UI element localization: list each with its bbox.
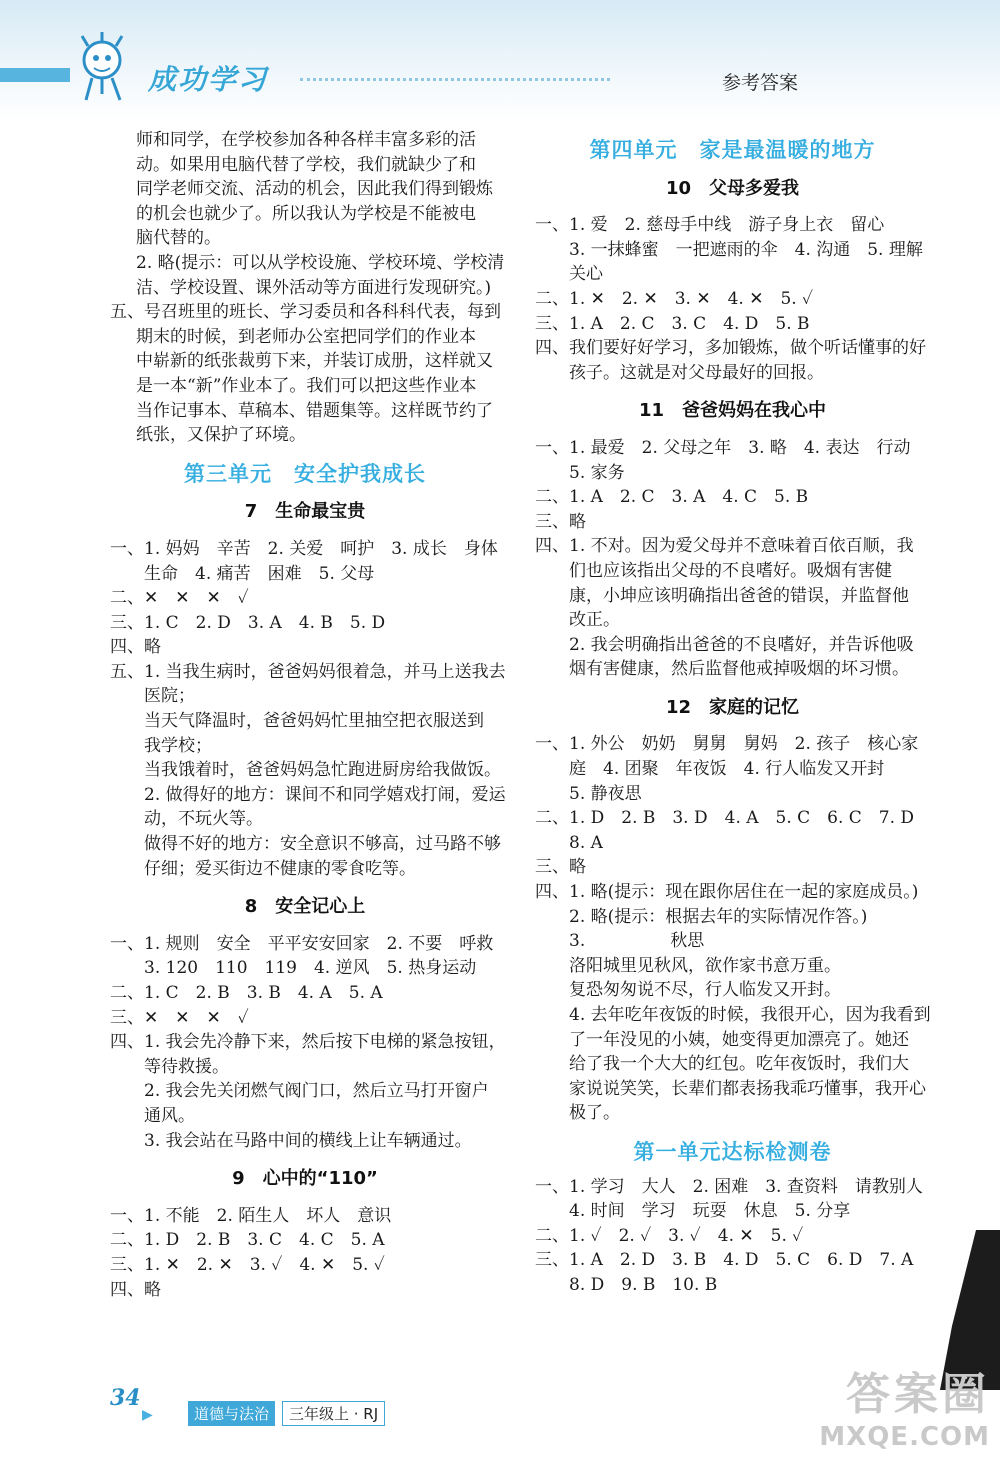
text-line: 是一本“新”作业本了。我们可以把这些作业本 bbox=[136, 375, 477, 396]
text-line: 五、1. 当我生病时，爸爸妈妈很着急，并马上送我去 bbox=[110, 661, 506, 682]
text-line: 二、✕ ✕ ✕ ✓ bbox=[110, 588, 249, 609]
page-header bbox=[0, 0, 1000, 120]
text-line: 3. 我会站在马路中间的横线上让车辆通过。 bbox=[110, 1130, 472, 1151]
lesson-11-answers bbox=[535, 436, 930, 682]
text-line: 8. D 9. B 10. B bbox=[535, 1274, 718, 1295]
text-line: 2. 略(提示：可以从学校设施、学校环境、学校清 bbox=[136, 252, 505, 273]
text-line: 4. 时间 学习 玩耍 休息 5. 分享 bbox=[535, 1201, 851, 1222]
right-column bbox=[535, 128, 930, 1298]
text-line: 改正。 bbox=[535, 610, 620, 631]
text-line: 生命 4. 痛苦 困难 5. 父母 bbox=[110, 563, 375, 584]
text-line: 康，小坤应该明确指出爸爸的错误，并监督他 bbox=[535, 585, 909, 606]
text-line: 2. 我会先关闭燃气阀门口，然后立马打开窗户 bbox=[110, 1081, 489, 1102]
text-line: 三、1. A 2. C 3. C 4. D 5. B bbox=[535, 313, 810, 334]
text-line: 动。如果用电脑代替了学校，我们就缺少了和 bbox=[136, 154, 476, 175]
text-line: 做得不好的地方：安全意识不够高，过马路不够 bbox=[110, 834, 501, 855]
mascot-icon bbox=[62, 28, 142, 108]
text-line: 家说说笑笑，长辈们都表扬我乖巧懂事，我开心 bbox=[535, 1078, 926, 1099]
text-line: 极了。 bbox=[535, 1103, 620, 1124]
text-line: 五、号召班里的班长、学习委员和各科科代表，每到 bbox=[110, 302, 501, 323]
text-line: 二、1. ✓ 2. ✓ 3. ✓ 4. ✕ 5. ✓ bbox=[535, 1225, 804, 1246]
text-line: 三、略 bbox=[535, 857, 586, 878]
text-line: 的机会也就少了。所以我认为学校是不能被电 bbox=[136, 203, 476, 224]
text-line: 一、1. 外公 奶奶 舅舅 舅妈 2. 孩子 核心家 bbox=[535, 734, 919, 755]
text-line: 一、1. 规则 安全 平平安安回家 2. 不要 呼救 bbox=[110, 933, 494, 954]
text-line: 一、1. 最爱 2. 父母之年 3. 略 4. 表达 行动 bbox=[535, 437, 911, 458]
text-line: 二、1. ✕ 2. ✕ 3. ✕ 4. ✕ 5. ✓ bbox=[535, 288, 814, 309]
text-line: 四、1. 不对。因为爱父母并不意味着百依百顺，我 bbox=[535, 536, 914, 557]
text-line: 三、1. C 2. D 3. A 4. B 5. D bbox=[110, 612, 386, 633]
text-line: 当我饿着时，爸爸妈妈急忙跑进厨房给我做饭。 bbox=[110, 760, 501, 781]
text-line: 四、我们要好好学习，多加锻炼，做个听话懂事的好 bbox=[535, 338, 926, 359]
text-line: 纸张，又保护了环境。 bbox=[136, 425, 306, 446]
unit-four-heading: 第四单元 家是最温暖的地方 bbox=[589, 138, 876, 162]
text-line: 师和同学，在学校参加各种各样丰富多彩的活 bbox=[136, 130, 476, 150]
header-stripe bbox=[0, 68, 70, 82]
text-line: 三、略 bbox=[535, 511, 586, 532]
text-line: 2. 略(提示：根据去年的实际情况作答。) bbox=[535, 906, 868, 927]
text-line: 中崭新的纸张裁剪下来，并装订成册，这样就又 bbox=[136, 351, 493, 372]
text-line: 二、1. C 2. B 3. B 4. A 5. A bbox=[110, 983, 383, 1003]
grade-badge: 三年级上 · RJ bbox=[282, 1401, 385, 1426]
text-line: 同学老师交流、活动的机会，因此我们得到锻炼 bbox=[136, 179, 493, 200]
text-line: 一、1. 爱 2. 慈母手中线 游子身上衣 留心 bbox=[535, 215, 885, 236]
lesson-11-title: 11 爸爸妈妈在我心中 bbox=[638, 400, 827, 422]
text-line: 烟有害健康，然后监督他戒掉吸烟的坏习惯。 bbox=[535, 659, 909, 680]
text-line: 当天气降温时，爸爸妈妈忙里抽空把衣服送到 bbox=[110, 711, 484, 732]
watermark-url: MXQE.COM bbox=[819, 1422, 990, 1452]
text-line: 2. 我会明确指出爸爸的不良嗜好，并告诉他吸 bbox=[535, 634, 914, 655]
text-line: 动，不玩火等。 bbox=[110, 809, 263, 830]
unit-one-test-answers bbox=[535, 1175, 930, 1298]
text-line: 复恐匆匆说不尽，行人临发又开封。 bbox=[535, 980, 841, 1001]
question-five bbox=[110, 300, 500, 448]
text-line: 四、略 bbox=[110, 1279, 161, 1300]
text-line: 关心 bbox=[535, 264, 603, 285]
text-line: 四、略 bbox=[110, 637, 161, 658]
lesson-8-title: 8 安全记心上 bbox=[244, 896, 366, 918]
text-line: 通风。 bbox=[110, 1105, 195, 1126]
lesson-12-answers bbox=[535, 732, 930, 1126]
header-divider bbox=[300, 78, 610, 81]
text-line: 2. 做得好的地方：课间不和同学嬉戏打闹，爱运 bbox=[110, 784, 506, 805]
arrow-icon: ▶ bbox=[142, 1407, 153, 1423]
lesson-10-title: 10 父母多爱我 bbox=[665, 177, 800, 199]
text-line: 我学校； bbox=[110, 735, 212, 756]
lesson-9-title: 9 心中的“110” bbox=[232, 1168, 378, 1190]
text-line: 三、1. A 2. D 3. B 4. D 5. C 6. D 7. A bbox=[535, 1250, 914, 1271]
text-line: 庭 4. 团聚 年夜饭 4. 行人临发又开封 bbox=[535, 759, 885, 780]
page-footer bbox=[110, 1385, 430, 1425]
text-line: 四、1. 我会先冷静下来，然后按下电梯的紧急按钮， bbox=[110, 1032, 506, 1053]
text-line: 8. A bbox=[535, 832, 603, 853]
text-line: 洁、学校设置、课外活动等方面进行发现研究。) bbox=[136, 277, 492, 298]
text-line: 洛阳城里见秋风，欲作家书意万重。 bbox=[535, 955, 841, 976]
left-column bbox=[110, 128, 506, 1302]
text-line: 二、1. D 2. B 3. D 4. A 5. C 6. C 7. D bbox=[535, 808, 915, 829]
text-line: 孩子。这就是对父母最好的回报。 bbox=[535, 362, 824, 383]
lesson-9-answers bbox=[110, 1204, 500, 1302]
text-line: 5. 静夜思 bbox=[535, 783, 642, 804]
lesson-7-title: 7 生命最宝贵 bbox=[244, 501, 366, 523]
text-line: 二、1. D 2. B 3. C 4. C 5. A bbox=[110, 1230, 385, 1251]
text-line: 二、1. A 2. C 3. A 4. C 5. B bbox=[535, 487, 809, 508]
lesson-12-title: 12 家庭的记忆 bbox=[665, 696, 800, 718]
text-line: 三、✕ ✕ ✕ ✓ bbox=[110, 1007, 249, 1028]
text-line: 3. 秋思 bbox=[535, 931, 705, 952]
unit-three-heading: 第三单元 安全护我成长 bbox=[184, 461, 426, 486]
text-line: 仔细；爱买街边不健康的零食吃等。 bbox=[110, 858, 416, 879]
text-line: 了一年没见的小姨，她变得更加漂亮了。她还 bbox=[535, 1029, 909, 1050]
text-line: 等待救援。 bbox=[110, 1056, 229, 1077]
subject-badge: 道德与法治 bbox=[188, 1401, 275, 1426]
brand-title: 成功学习 bbox=[148, 63, 269, 96]
unit-one-test-heading: 第一单元达标检测卷 bbox=[633, 1139, 832, 1164]
text-line: 们也应该指出父母的不良嗜好。吸烟有害健 bbox=[535, 560, 892, 581]
answer-key-label: 参考答案 bbox=[722, 72, 799, 94]
text-line: 3. 一抹蜂蜜 一把遮雨的伞 4. 沟通 5. 理解 bbox=[535, 239, 923, 260]
text-line: 期末的时候，到老师办公室把同学们的作业本 bbox=[136, 326, 476, 347]
lesson-10-answers bbox=[535, 213, 930, 385]
text-line: 4. 去年吃年夜饭的时候，我很开心，因为我看到 bbox=[535, 1005, 931, 1025]
watermark bbox=[819, 1358, 990, 1452]
continued-answer bbox=[110, 128, 505, 300]
text-line: 一、1. 不能 2. 陌生人 坏人 意识 bbox=[110, 1205, 392, 1226]
text-line: 三、1. ✕ 2. ✕ 3. ✓ 4. ✕ 5. ✓ bbox=[110, 1254, 385, 1275]
lesson-8-answers bbox=[110, 932, 506, 1153]
lesson-7-answers bbox=[110, 537, 506, 881]
text-line: 3. 120 110 119 4. 逆风 5. 热身运动 bbox=[110, 958, 477, 979]
text-line: 5. 家务 bbox=[535, 462, 625, 483]
text-line: 一、1. 妈妈 辛苦 2. 关爱 呵护 3. 成长 身体 bbox=[110, 538, 498, 559]
watermark-logo: 答案圈 bbox=[846, 1369, 990, 1420]
text-line: 脑代替的。 bbox=[136, 228, 221, 249]
text-line: 一、1. 学习 大人 2. 困难 3. 查资料 请教别人 bbox=[535, 1176, 923, 1197]
page-number: 34 bbox=[110, 1385, 141, 1411]
text-line: 当作记事本、草稿本、错题集等。这样既节约了 bbox=[136, 400, 493, 421]
text-line: 四、1. 略(提示：现在跟你居住在一起的家庭成员。) bbox=[535, 882, 919, 903]
text-line: 医院； bbox=[110, 686, 195, 707]
text-line: 给了我一个大大的红包。吃年夜饭时，我们大 bbox=[535, 1054, 909, 1075]
